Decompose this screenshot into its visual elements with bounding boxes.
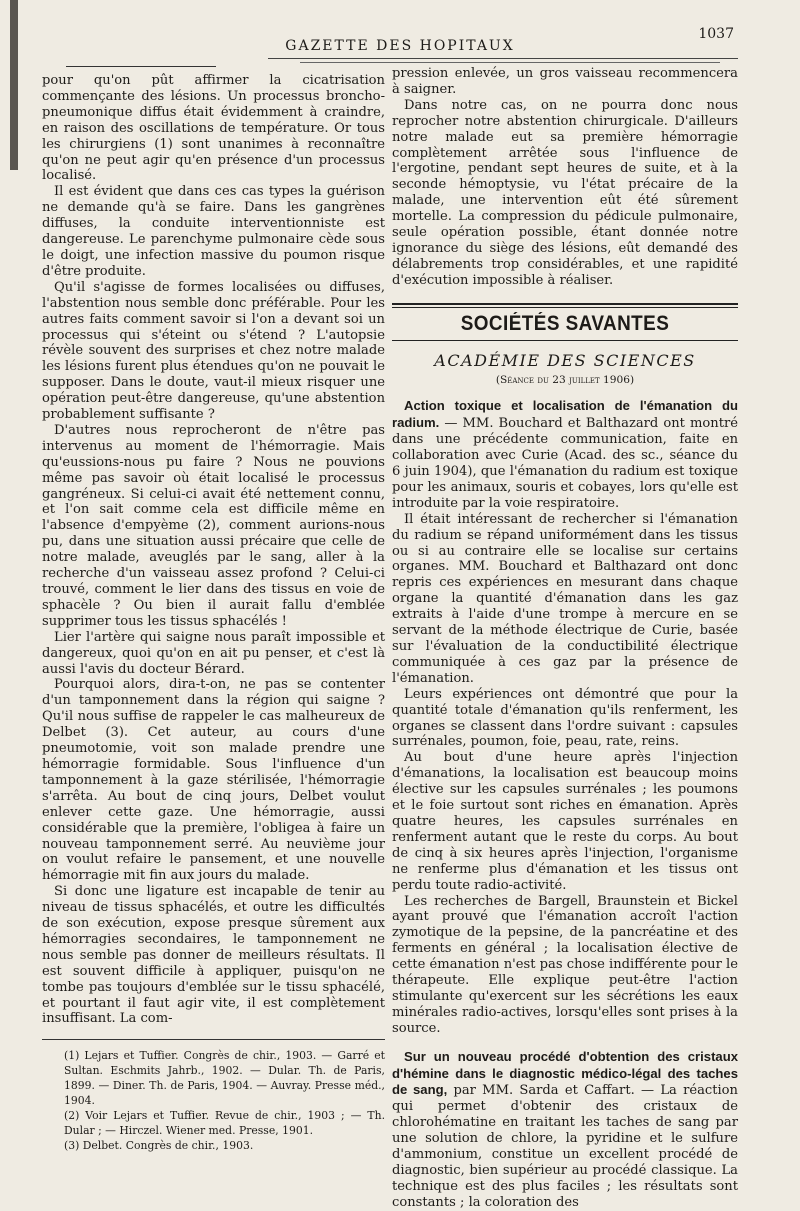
- footnote-rule: [42, 1039, 385, 1040]
- section-rule-bottom: [392, 340, 738, 341]
- running-head: GAZETTE DES HOPITAUX: [285, 38, 515, 54]
- article-title: Action toxique et localisation de l'émanation du radium.: [392, 398, 738, 431]
- academy-heading: ACADÉMIE DES SCIENCES: [434, 350, 696, 370]
- section-rule-top-thin: [392, 307, 738, 308]
- paragraph: Il est évident que dans ces cas types la guérison ne demande qu'à se faire. Dans les gangrènes diffuses, la conduite interventionniste est dangereuse. Le parenchyme pulmonaire cède sous le doigt, une infection massive du poumon risque d'être produite.: [42, 184, 385, 279]
- page-number: 1037: [698, 26, 734, 42]
- article-title: Sur un nouveau procédé d'obtention des cristaux d'hémine dans le diagnostic médico-légal des taches de sang,: [392, 1048, 738, 1098]
- paragraph: D'autres nous reprocheront de n'être pas intervenus au moment de l'hémorragie. Mais qu'eussions-nous pu faire ? Nous ne pouvions même pas savoir où était localisé le processus gangréneux. Si celui-ci avait été nettement connu, et l'on sait comme cela est difficile même en l'absence d'empyème (2), comment aurions-nous pu, dans une situation aussi précaire que celle de notre malade, aveuglés par le sang, aller à la recherche d'un vaisseau assez profond ? Celui-ci trouvé, comment le lier dans des tissus en voie de sphacèle ? Ou bien il aurait fallu d'emblée supprimer tous les tissus sphacélés !: [42, 422, 385, 629]
- paragraph: Dans notre cas, on ne pourra donc nous reprocher notre abstention chirurgicale. D'ailleurs notre malade eut sa première hémorragie complètement arrêtée sous l'influence de l'ergotine, pendant sept heures de suite, et à la seconde hémoptysie, vu l'état précaire de la malade, une intervention eût été sûrement mortelle. La compression du pédicule pulmonaire, seule opération possible, étant donnée notre ignorance du siège des lésions, eût demandé des délabrements trop considérables, et une rapidité d'exécution impossible à réaliser.: [392, 97, 738, 288]
- paragraph: Leurs expériences ont démontré que pour la quantité totale d'émanation qu'ils renferment, les organes se classent dans l'ordre suivant : capsules surrénales, poumon, foie, peau, rate, reins.: [392, 686, 738, 750]
- article-lead-text: par MM. Sarda et Caffart. — La réaction qui permet d'obtenir des cristaux de chlorohématine en traitant les taches de sang par une solution de chlore, la pyridine et le sulfure d'ammonium, constitue un excellent procédé de diagnostic, bien supérieur au procédé classique. La technique est des plus faciles ; les résultats sont constants ; la coloration des: [392, 1083, 738, 1210]
- footnote: (2) Voir Lejars et Tuffier. Revue de chir., 1903 ; — Th. Dular ; — Hirczel. Wiener med. Presse, 1901.: [64, 1109, 385, 1138]
- header-rule-secondary: [300, 62, 720, 63]
- paragraph: pour qu'on pût affirmer la cicatrisation commençante des lésions. Un processus broncho-pneumonique diffus était évidemment à craindre, en raison des oscillations de température. Or tous les chirurgiens (1) sont unanimes à reconnaître qu'on ne peut agir qu'en présence d'un processus localisé.: [42, 73, 385, 184]
- paragraph: Il était intéressant de rechercher si l'émanation du radium se répand uniformément dans les tissus ou si au contraire elle se localise sur certains organes. MM. Bouchard et Balthazard ont donc repris ces expériences en mesurant dans chaque organe la quantité d'émanation dans les gaz extraits à l'aide d'une trompe à mercure en se servant de la méthode électrique de Curie, basée sur l'évaluation de la conductibilité électrique communiquée à ces gaz par la présence de l'émanation.: [392, 511, 738, 686]
- paragraph: pression enlevée, un gros vaisseau recommencera à saigner.: [392, 66, 738, 97]
- right-column: [392, 66, 738, 1211]
- article-lead-text: — MM. Bouchard et Balthazard ont montré dans une précédente communication, faite en collaboration avec Curie (Acad. des sc., séance du 6 juin 1904), que l'émanation du radium est toxique pour les animaux, souris et cobayes, lors qu'elle est introduite par la voie respiratoire.: [392, 416, 738, 511]
- paragraph: Au bout d'une heure après l'injection d'émanations, la localisation est beaucoup moins élective sur les capsules surrénales ; les poumons et le foie surtout sont riches en émanation. Après quatre heures, les capsules surrénales en renferment autant que le reste du corps. Au bout de cinq à six heures après l'injection, l'organisme ne renferme plus d'émanation et les tissus ont perdu toute radio-activité.: [392, 750, 738, 893]
- header-rule: [268, 58, 738, 59]
- article-lead: [392, 398, 738, 511]
- paragraph: Les recherches de Bargell, Braunstein et Bickel ayant prouvé que l'émanation accroît l'action zymotique de la pepsine, de la pancréatine et des ferments en général ; la localisation élective de cette émanation n'est pas chose indifférente pour le thérapeute. Elle explique peut-être l'action stimulante qu'exercent sur les sécrétions les eaux minérales radio-actives, lorsqu'elles sont prises à la source.: [392, 893, 738, 1036]
- section-rule-top: [392, 303, 738, 305]
- article-lead: [392, 1049, 738, 1211]
- paragraph: Si donc une ligature est incapable de tenir au niveau de tissus sphacélés, et outre les difficultés de son exécution, expose presque sûrement aux hémorragies secondaires, le tamponnement ne nous semble pas donner de meilleurs résultats. Il est souvent difficile à appliquer, puisqu'on ne tombe pas toujours d'emblée sur le tissu sphacélé, et pourtant il faut agir vite, il est complètement insuffisant. La com-: [42, 884, 385, 1027]
- footnote: (1) Lejars et Tuffier. Congrès de chir., 1903. — Garré et Sultan. Eschmits Jahrb., 1902. — Dular. Th. de Paris, 1899. — Diner. Th. de Paris, 1904. — Auvray. Presse méd., 1904.: [64, 1049, 385, 1108]
- section-title: SOCIÉTÉS SAVANTES: [460, 311, 670, 335]
- left-column: [42, 66, 385, 1153]
- session-date: (Séance du 23 juillet 1906): [495, 373, 635, 386]
- footnote: (3) Delbet. Congrès de chir., 1903.: [64, 1139, 254, 1153]
- paragraph: Lier l'artère qui saigne nous paraît impossible et dangereux, quoi qu'on en ait pu penser, et c'est là aussi l'avis du docteur Bérard.: [42, 629, 385, 677]
- paragraph: Pourquoi alors, dira-t-on, ne pas se contenter d'un tamponnement dans la région qui saigne ? Qu'il nous suffise de rappeler le cas malheureux de Delbet (3). Cet auteur, au cours d'une pneumotomie, voit son malade prendre une hémorragie formidable. Sous l'influence d'un tamponnement à la gaze stérilisée, l'hémorragie s'arrêta. Au bout de cinq jours, Delbet voulut enlever cette gaze. Une hémorragie, aussi considérable que la première, l'obligea à faire un nouveau tamponnement serré. Au neuvième jour on voulut refaire le pansement, et une nouvelle hémorragie mit fin aux jours du malade.: [42, 677, 385, 884]
- column-top-rule: [66, 66, 216, 67]
- page-edge-shadow: [10, 0, 18, 170]
- paragraph: Qu'il s'agisse de formes localisées ou diffuses, l'abstention nous semble donc préférable. Pour les autres faits comment savoir si l'on a devant soi un processus qui s'éteint ou s'étend ? L'autopsie révèle souvent des surprises et chez notre malade les lésions furent plus étendues qu'on ne pouvait le supposer. Dans le doute, vaut-il mieux risquer une opération peut-être dangereuse, qu'une abstention probablement suffisante ?: [42, 279, 385, 423]
- footnotes: [42, 1048, 385, 1153]
